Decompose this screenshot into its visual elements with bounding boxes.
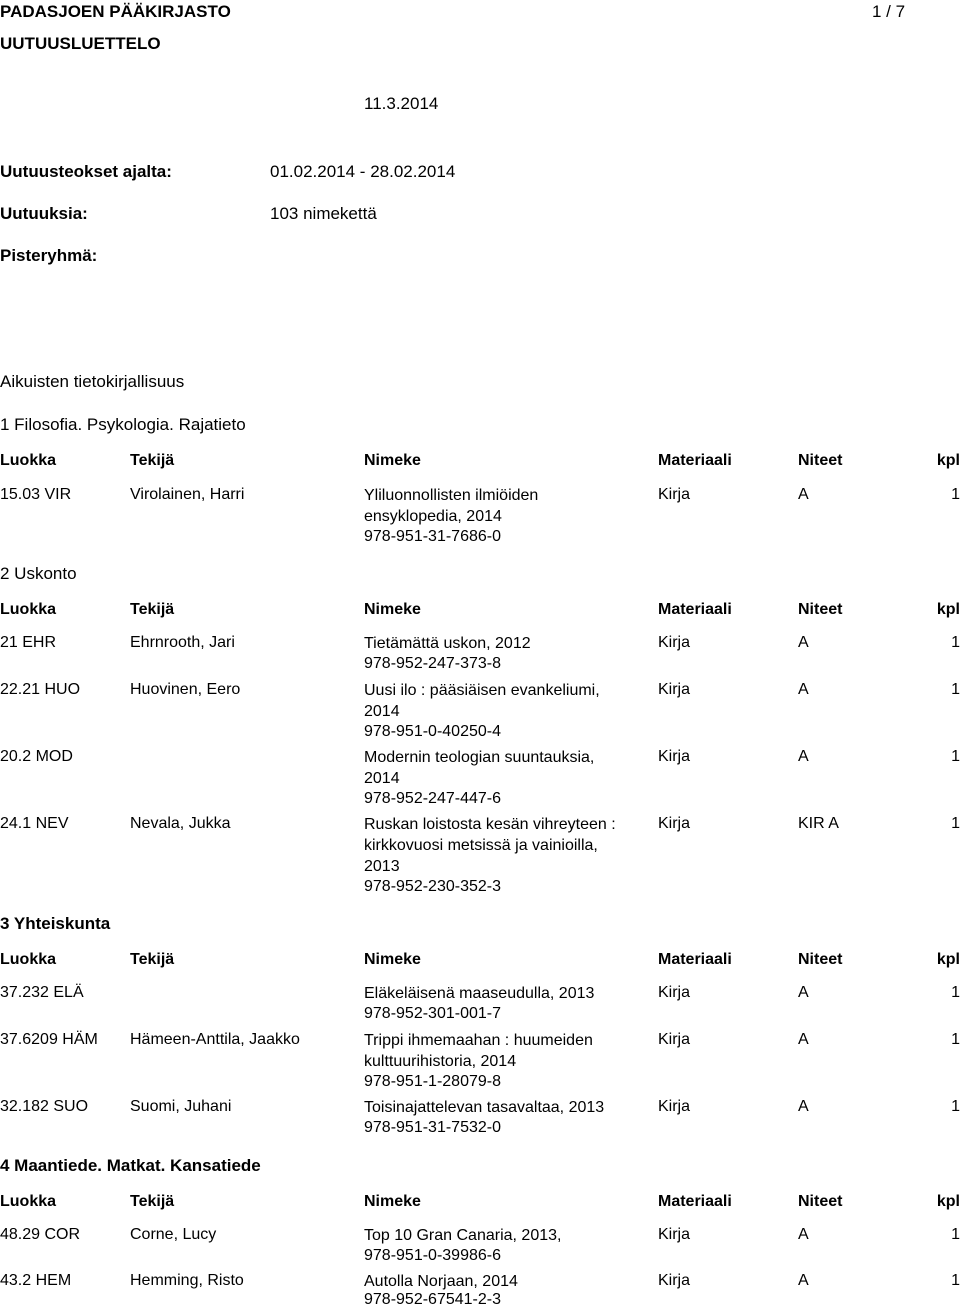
row-kpl: 1 [951,486,960,503]
row-niteet: A [798,486,809,503]
row-isbn: 978-952-301-001-7 [364,1005,501,1022]
row-nimeke: Ruskan loistosta kesän vihreyteen : kirkkovuosi metsissä ja vainioilla, 2013 [364,816,616,875]
col-luokka: Luokka [0,1193,57,1210]
row-materiaali: Kirja [658,748,691,765]
row-luokka: 15.03 VIR [0,486,72,503]
row-luokka: 24.1 NEV [0,815,69,832]
page-number: 1 / 7 [872,2,906,21]
row-nimeke: Modernin teologian suuntauksia, 2014 [364,749,595,787]
row-kpl: 1 [951,984,960,1001]
row-luokka: 43.2 HEM [0,1272,72,1289]
row-nimeke: Trippi ihmemaahan : huumeiden kulttuurihistoria, 2014 [364,1032,593,1070]
library-name: PADASJOEN PÄÄKIRJASTO [0,2,231,21]
row-isbn: 978-951-1-28079-8 [364,1073,501,1090]
row-niteet: A [798,984,809,1001]
row-nimeke: Yliluonnollisten ilmiöiden ensyklopedia, 2014 [364,487,539,525]
col-niteet: Niteet [798,601,843,618]
row-kpl: 1 [951,1031,960,1048]
row-tekija: Hämeen-Anttila, Jaakko [130,1031,300,1048]
row-niteet: A [798,1098,809,1115]
row-isbn: 978-952-247-447-6 [364,790,501,807]
row-materiaali: Kirja [658,486,691,503]
row-materiaali: Kirja [658,984,691,1001]
report-date: 11.3.2014 [364,94,439,113]
section-title: 1 Filosofia. Psykologia. Rajatieto [0,415,246,434]
section-title: 4 Maantiede. Matkat. Kansatiede [0,1156,261,1175]
row-luokka: 20.2 MOD [0,748,73,765]
row-luokka: 48.29 COR [0,1226,81,1243]
col-tekija: Tekijä [130,601,175,618]
row-tekija: Virolainen, Harri [130,486,245,503]
group-label: Pisteryhmä: [0,246,98,265]
row-isbn: 978-952-67541-2-3 [364,1291,501,1308]
row-luokka: 22.21 HUO [0,681,81,698]
col-nimeke: Nimeke [364,601,421,618]
col-luokka: Luokka [0,951,57,968]
row-kpl: 1 [951,815,960,832]
row-nimeke: Eläkeläisenä maaseudulla, 2013 [364,985,595,1002]
row-materiaali: Kirja [658,1098,691,1115]
row-materiaali: Kirja [658,681,691,698]
row-niteet: A [798,1031,809,1048]
col-kpl: kpl [936,601,960,618]
col-nimeke: Nimeke [364,1193,421,1210]
row-nimeke: Top 10 Gran Canaria, 2013, [364,1227,562,1244]
row-kpl: 1 [951,748,960,765]
col-niteet: Niteet [798,452,843,469]
col-tekija: Tekijä [130,951,175,968]
row-luokka: 37.232 ELÄ [0,984,84,1001]
col-tekija: Tekijä [130,452,175,469]
row-niteet: A [798,1226,809,1243]
row-luokka: 32.182 SUO [0,1098,89,1115]
row-nimeke: Toisinajattelevan tasavaltaa, 2013 [364,1099,605,1116]
row-isbn: 978-951-0-39986-6 [364,1247,501,1264]
row-tekija: Huovinen, Eero [130,681,241,698]
row-isbn: 978-951-31-7686-0 [364,528,501,545]
row-niteet: KIR A [798,815,839,832]
col-kpl: kpl [936,452,960,469]
col-kpl: kpl [936,1193,960,1210]
col-niteet: Niteet [798,951,843,968]
section-title: 2 Uskonto [0,564,77,583]
row-nimeke: Uusi ilo : pääsiäisen evankeliumi, 2014 [364,682,600,720]
row-luokka: 37.6209 HÄM [0,1031,98,1048]
row-materiaali: Kirja [658,634,691,651]
period-label: Uutuusteokset ajalta: [0,162,172,181]
row-tekija: Hemming, Risto [130,1272,244,1289]
row-nimeke: Autolla Norjaan, 2014 [364,1273,518,1290]
col-materiaali: Materiaali [658,1193,732,1210]
col-nimeke: Nimeke [364,951,421,968]
row-kpl: 1 [951,634,960,651]
row-materiaali: Kirja [658,1031,691,1048]
row-materiaali: Kirja [658,1272,691,1289]
row-kpl: 1 [951,1226,960,1243]
row-niteet: A [798,634,809,651]
col-niteet: Niteet [798,1193,843,1210]
col-luokka: Luokka [0,452,57,469]
col-luokka: Luokka [0,601,57,618]
col-nimeke: Nimeke [364,452,421,469]
col-materiaali: Materiaali [658,951,732,968]
period-value: 01.02.2014 - 28.02.2014 [270,162,456,181]
row-nimeke: Tietämättä uskon, 2012 [364,635,531,652]
row-isbn: 978-951-31-7532-0 [364,1119,501,1136]
row-kpl: 1 [951,1272,960,1289]
section-title: 3 Yhteiskunta [0,914,111,933]
row-tekija: Ehrnrooth, Jari [130,634,235,651]
col-materiaali: Materiaali [658,452,732,469]
row-isbn: 978-952-247-373-8 [364,655,501,672]
row-isbn: 978-952-230-352-3 [364,878,501,895]
row-isbn: 978-951-0-40250-4 [364,723,501,740]
category-title: Aikuisten tietokirjallisuus [0,372,185,391]
list-title: UUTUUSLUETTELO [0,34,161,53]
col-kpl: kpl [936,951,960,968]
row-kpl: 1 [951,681,960,698]
row-niteet: A [798,681,809,698]
col-tekija: Tekijä [130,1193,175,1210]
count-value: 103 nimekettä [270,204,377,223]
row-luokka: 21 EHR [0,634,57,651]
row-tekija: Nevala, Jukka [130,815,231,832]
count-label: Uutuuksia: [0,204,88,223]
col-materiaali: Materiaali [658,601,732,618]
row-niteet: A [798,748,809,765]
row-tekija: Corne, Lucy [130,1226,217,1243]
row-niteet: A [798,1272,809,1289]
row-materiaali: Kirja [658,815,691,832]
row-materiaali: Kirja [658,1226,691,1243]
row-kpl: 1 [951,1098,960,1115]
row-tekija: Suomi, Juhani [130,1098,232,1115]
